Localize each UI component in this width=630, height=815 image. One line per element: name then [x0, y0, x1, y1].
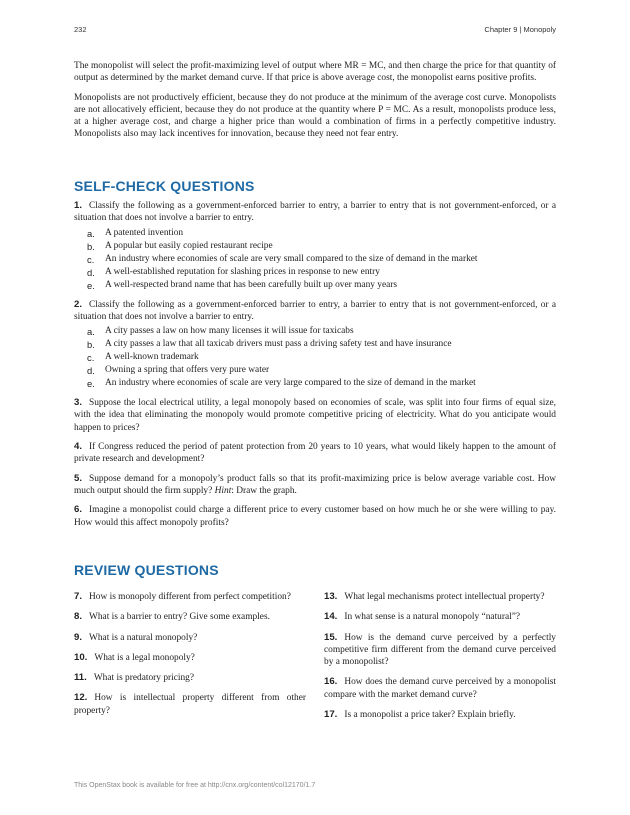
question-item — [74, 591, 306, 603]
option-letter: e. — [87, 378, 95, 390]
option-item — [74, 377, 556, 390]
option-letter: a. — [87, 326, 95, 338]
option-item — [74, 279, 556, 292]
question-item — [74, 397, 556, 434]
question-item — [74, 299, 556, 324]
option-text: A city passes a law on how many licenses it will issue for taxicabs — [105, 326, 354, 337]
question-item — [74, 441, 556, 466]
question-number: 3. — [74, 397, 83, 409]
review-left-column — [74, 591, 306, 725]
question-number: 2. — [74, 298, 83, 310]
option-text: An industry where economies of scale are very small compared to the size of demand in the market — [105, 253, 478, 264]
option-letter: c. — [87, 253, 95, 265]
intro-paragraph: Monopolists are not productively efficient, because they do not produce at the minimum of the average cost curve. Monopolists are not allocatively efficient, because they do not produce at the quantity where P = MC. As a result, monopolists produce less, at a higher average cost, and charge a higher price than would a combination of firms in a perfectly competitive industry. Monopolists also may lack incentives for innovation, because they need not fear entry. — [74, 92, 556, 140]
question-item — [74, 504, 556, 529]
question-number: 17. — [324, 709, 338, 721]
question-text: Suppose the local electrical utility, a legal monopoly based on economies of scale, was split into four firms of equal size, with the idea that eliminating the monopoly would promote competitive pricing of electricity. What do you anticipate would happen to prices? — [74, 398, 556, 433]
option-text: A well-established reputation for slashing prices in response to new entry — [105, 266, 380, 277]
option-text: A well-respected brand name that has been carefully built up over many years — [105, 279, 398, 290]
question-item — [324, 611, 556, 623]
intro-section — [74, 60, 556, 148]
option-item — [74, 364, 556, 377]
question-item — [74, 200, 556, 225]
question-text: What is a natural monopoly? — [89, 632, 198, 643]
question-text: How is the demand curve perceived by a perfectly competitive firm different from the demand curve perceived by a monopolist? — [324, 632, 556, 668]
question-text: What legal mechanisms protect intellectual property? — [344, 592, 545, 602]
option-item — [74, 253, 556, 266]
option-text: A well-known trademark — [105, 352, 199, 363]
self-check-questions — [74, 200, 556, 536]
question-number: 6. — [74, 504, 83, 516]
option-item — [74, 266, 556, 279]
question-number: 15. — [324, 631, 338, 643]
option-text: A patented invention — [105, 227, 184, 238]
question-text: What is a legal monopoly? — [94, 652, 195, 663]
question-number: 1. — [74, 200, 83, 211]
footer-text: This OpenStax book is available for free at http://cnx.org/content/col12170/1.7 — [74, 782, 316, 789]
question-item — [74, 473, 556, 498]
question-text: Suppose demand for a monopoly’s product falls so that its profit-maximizing price is below average variable cost. How much output should the firm supply? — [74, 473, 556, 496]
question-item — [324, 709, 556, 721]
question-item — [74, 692, 306, 717]
option-item — [74, 351, 556, 364]
option-item — [74, 338, 556, 351]
page-number: 232 — [74, 25, 87, 34]
question-text: If Congress reduced the period of patent protection from 20 years to 10 years, what would likely happen to the amount of private research and development? — [74, 442, 556, 465]
question-text: What is a barrier to entry? Give some examples. — [89, 612, 270, 623]
review-right-column — [324, 591, 556, 729]
question-item — [324, 676, 556, 701]
question-number: 10. — [74, 651, 88, 663]
question-item — [324, 591, 556, 603]
question-number: 16. — [324, 676, 338, 688]
intro-paragraph: The monopolist will select the profit-maximizing level of output where MR = MC, and then charge the price for that quantity of output as determined by the market demand curve. If that price is above average cost, the monopolist earns positive profits. — [74, 61, 556, 84]
chapter-header: Chapter 9 | Monopoly — [484, 25, 556, 34]
question-item — [74, 652, 306, 664]
question-number: 4. — [74, 441, 83, 453]
option-list — [74, 325, 556, 390]
option-text: A popular but easily copied restaurant recipe — [105, 240, 273, 251]
option-letter: d. — [87, 266, 95, 278]
question-text: Imagine a monopolist could charge a different price to every customer based on how much he or she were willing to pay. How would this affect monopoly profits? — [74, 505, 556, 528]
option-text: An industry where economies of scale are very large compared to the size of demand in the market — [105, 378, 476, 389]
question-number: 11. — [74, 672, 87, 684]
question-text-end: : Draw the graph. — [231, 485, 297, 496]
question-number: 9. — [74, 631, 83, 643]
question-number: 13. — [324, 591, 338, 602]
self-check-heading: SELF-CHECK QUESTIONS — [74, 178, 255, 194]
question-item — [74, 611, 306, 623]
option-list — [74, 227, 556, 292]
question-text: How is intellectual property different from other property? — [74, 693, 306, 716]
option-letter: a. — [87, 227, 95, 239]
question-text: Classify the following as a government-enforced barrier to entry, a barrier to entry that is not government-enforced, or a situation that does not involve a barrier to entry. — [74, 201, 556, 224]
review-heading: REVIEW QUESTIONS — [74, 562, 219, 578]
question-text: In what sense is a natural monopoly “natural”? — [344, 612, 521, 623]
question-number: 5. — [74, 472, 83, 484]
question-text: Classify the following as a government-enforced barrier to entry, a barrier to entry that is not government-enforced, or a situation that does not involve a barrier to entry. — [74, 299, 556, 322]
option-letter: b. — [87, 240, 95, 252]
question-text: Is a monopolist a price taker? Explain briefly. — [344, 710, 516, 721]
option-letter: c. — [87, 352, 95, 364]
question-number: 14. — [324, 611, 338, 623]
option-text: A city passes a law that all taxicab drivers must pass a driving safety test and have insurance — [105, 339, 452, 350]
question-text: What is predatory pricing? — [93, 673, 195, 684]
option-letter: d. — [87, 365, 95, 377]
option-letter: e. — [87, 279, 95, 291]
question-number: 7. — [74, 591, 83, 602]
option-letter: b. — [87, 339, 95, 351]
question-text: How does the demand curve perceived by a monopolist compare with the market demand curve? — [324, 677, 556, 700]
hint-label: Hint — [214, 485, 232, 496]
option-text: Owning a spring that offers very pure water — [105, 365, 270, 376]
question-number: 12. — [74, 692, 88, 704]
option-item — [74, 325, 556, 338]
option-item — [74, 227, 556, 240]
option-item — [74, 240, 556, 253]
question-number: 8. — [74, 611, 83, 623]
question-text: How is monopoly different from perfect competition? — [89, 592, 291, 602]
question-item — [74, 632, 306, 644]
question-item — [324, 632, 556, 669]
question-item — [74, 672, 306, 684]
